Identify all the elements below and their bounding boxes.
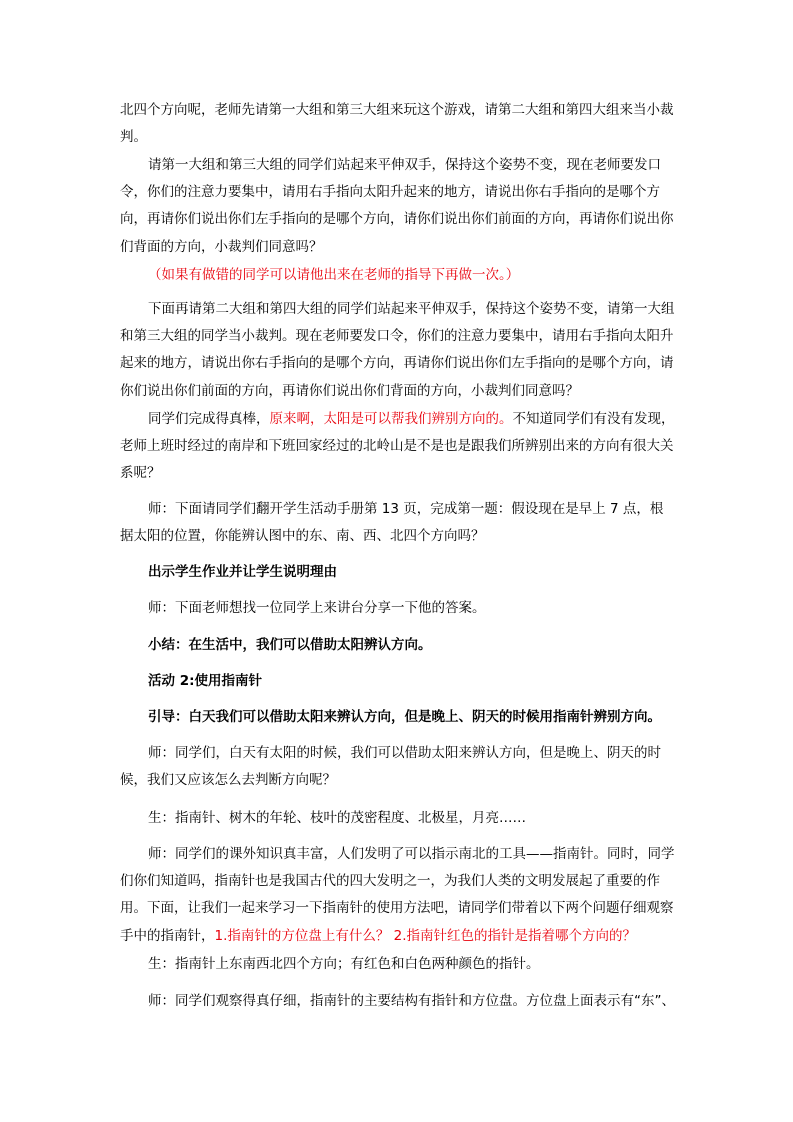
paragraph-1: [120, 97, 676, 151]
paragraph-16: [120, 988, 676, 1015]
paragraph-5: [120, 406, 676, 488]
text-run: 同学们完成得真棒，: [148, 411, 270, 427]
red-questions-text: 1.指南针的方位盘上有什么？ 2.指南针红色的指针是指着哪个方向的？: [214, 927, 637, 944]
bold-text: 出示学生作业并让学生说明理由: [148, 564, 337, 580]
paragraph-11-guide: [120, 704, 676, 731]
text-run: 生：指南针、树木的年轮、枝叶的茂密程度、北极星，月亮……: [148, 810, 526, 826]
red-note-text: （如果有做错的同学可以请他出来在老师的指导下再做一次。）: [148, 267, 520, 283]
text-run: 师：下面老师想找一位同学上来讲台分享一下他的答案。: [148, 600, 486, 616]
paragraph-7-heading: [120, 559, 676, 586]
text-run: 师：下面请同学们翻开学生活动手册第 13 页，完成第一题：假设现在是早上 7 点，根据太阳的位置，你能辨认图中的东、南、西、北四个方向吗？: [120, 501, 664, 545]
bold-text: 活动 2:使用指南针: [148, 673, 262, 689]
paragraph-4: [120, 296, 676, 405]
text-run: 师：同学们，白天有太阳的时候，我们可以借助太阳来辨认方向，但是晚上、阴天的时候，我们又应该怎么去判断方向呢？: [120, 745, 661, 789]
text-run: 师：同学们的课外知识真丰富，人们发明了可以指示南北的工具——指南针。同时，同学们你们知道吗，指南针也是我国古代的四大发明之一，为我们人类的文明发展起了重要的作用。下面，让我们一起来学习一下指南针的使用方法吧，请同学们带着以下两个问题仔细观察手中的指南针，: [120, 846, 675, 944]
paragraph-9-summary: [120, 632, 676, 659]
text-run: 下面再请第二大组和第四大组的同学们站起来平伸双手，保持这个姿势不变，请第一大组和第三大组的同学当小裁判。现在老师要发口令，你们的注意力要集中，请用右手指向太阳升起来的地方，请说出你右手指向的是哪个方向，再请你们说出你们左手指向的是哪个方向，请你们说出你们前面的方向，再请你们说出你们背面的方向，小裁判们同意吗？: [120, 301, 675, 399]
paragraph-10-activity: [120, 668, 676, 695]
text-run: 生：指南针上东南西北四个方向；有红色和白色两种颜色的指针。: [148, 956, 540, 972]
text-run: 不知道同学们有没有发现，老师上班时经过的南岸和下班回家经过的北岭山是不是也是跟我们所辨别出来的方向有很大关系呢？: [120, 411, 675, 482]
paragraph-15: [120, 951, 676, 978]
paragraph-14: [120, 841, 676, 950]
paragraph-3-note: [120, 262, 676, 289]
paragraph-2: [120, 152, 676, 261]
text-run: 北四个方向呢，老师先请第一大组和第三大组来玩这个游戏，请第二大组和第四大组来当小裁判。: [120, 102, 674, 146]
paragraph-12: [120, 740, 676, 794]
bold-text: 小结：在生活中，我们可以借助太阳辨认方向。: [148, 637, 432, 653]
text-run: 请第一大组和第三大组的同学们站起来平伸双手，保持这个姿势不变，现在老师要发口令，你们的注意力要集中，请用右手指向太阳升起来的地方，请说出你右手指向的是哪个方向，再请你们说出你们左手指向的是哪个方向，请你们说出你们前面的方向，再请你们说出你们背面的方向，小裁判们同意吗？: [120, 157, 674, 255]
bold-text: 引导：白天我们可以借助太阳来辨认方向，但是晚上、阴天的时候用指南针辨别方向。: [148, 709, 661, 725]
paragraph-13: [120, 805, 676, 832]
text-run: 师：同学们观察得真仔细，指南针的主要结构有指针和方位盘。方位盘上面表示有“东”、: [148, 993, 675, 1009]
paragraph-6: [120, 496, 676, 550]
red-highlight-text: 原来啊，太阳是可以帮我们辨别方向的。: [269, 411, 513, 427]
paragraph-8: [120, 595, 676, 622]
